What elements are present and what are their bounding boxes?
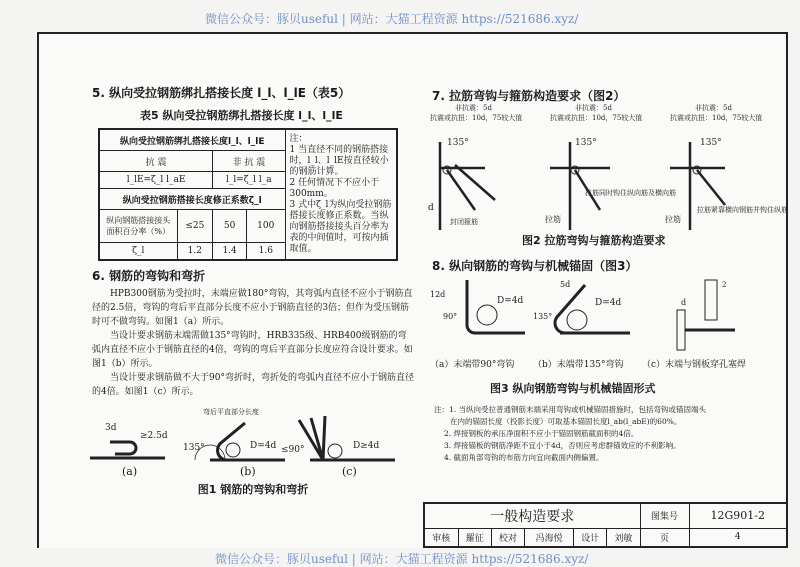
fig2-tie-both <box>545 138 676 230</box>
note: 4. 截面角部弯钩的布筋方向宜向截面内侧偏置。 <box>444 453 604 462</box>
label: 弯后平直部分长度 <box>203 408 259 416</box>
label: 135° <box>575 138 597 148</box>
t5-row-label: 纵向钢筋搭接接头面积百分率（%） <box>99 210 177 243</box>
s7-heading: 7. 拉筋弯钩与箍筋构造要求（图2） <box>432 89 626 103</box>
label: ≤90° <box>281 445 305 455</box>
t5-header2: 纵向受拉钢筋搭接长度修正系数ζ_l <box>99 189 285 210</box>
s6-heading: 6. 钢筋的弯钩和弯折 <box>92 269 206 283</box>
t5-notes <box>285 129 397 260</box>
t5-nonseismic: 非 抗 震 <box>213 151 285 172</box>
watermark-top: 微信公众号：豚贝useful | 网站：大猫工程资源 https://521686.xyz/ <box>205 12 579 26</box>
t5-header1: 纵向受拉钢筋绑扎搭接长度l_l、l_lE <box>99 129 285 151</box>
t5-pct: ≤25 <box>177 210 213 243</box>
label: 封闭箍筋 <box>450 218 478 226</box>
t5-zeta: 1.2 <box>177 242 213 260</box>
label: 抗震或抗扭：10d，75较大值 <box>550 114 643 122</box>
label: 135° <box>700 138 722 148</box>
atlas-number: 12G901-2 <box>689 503 787 528</box>
fig1c-label: (c) <box>342 465 357 478</box>
label: d <box>428 203 434 213</box>
t5-pct: 50 <box>213 210 247 243</box>
label: 拉筋紧靠横向钢筋并钩住纵筋 <box>697 206 788 214</box>
fig1-sub-labels <box>92 465 414 479</box>
page-number: 4 <box>689 528 787 547</box>
figure3-diagrams <box>425 275 785 355</box>
t5-formula-nonseismic: l_l=ζ_l l_a <box>213 172 285 189</box>
label: 非抗震：5d <box>455 104 492 112</box>
t5-formula-seismic: l_lE=ζ_l l_aE <box>99 172 213 189</box>
label: 135° <box>533 312 553 321</box>
label: 非抗震：5d <box>575 104 612 112</box>
paragraph: 当设计要求钢筋做不大于90°弯折时，弯折处的弯弧内直径不应小于钢筋直径的4倍。如图1（c）所示。 <box>92 373 414 397</box>
table5-title: 表5 纵向受拉钢筋绑扎搭接长度 l_l、l_lE <box>140 109 343 122</box>
fig3a-label: （a）末端带90°弯钩 <box>430 360 515 370</box>
fig3b-135-hook <box>533 280 630 333</box>
fig1b-label: (b) <box>240 465 256 478</box>
label: 12d <box>430 290 446 299</box>
label: 90° <box>443 312 458 321</box>
note: 1 当直径不同的钢筋搭接时，l_l、l_lE按直径较小的钢筋计算。 <box>289 145 389 177</box>
designer: 刘敏 <box>607 528 640 547</box>
paragraph: HPB300钢筋为受拉时，末端应做180°弯钩，其弯弧内直径不应小于钢筋直径的2.5倍，弯钩的弯后平直部分长度不应小于钢筋直径的3倍；但作为受压钢筋时可不做弯钩。如图1（a）所示。 <box>92 289 413 327</box>
label: 拉筋同时钩住纵向筋及横向筋 <box>585 189 676 197</box>
fig1c-bend <box>281 416 395 460</box>
label: 135° <box>183 443 205 453</box>
watermark-bottom: 微信公众号：豚贝useful | 网站：大猫工程资源 https://521686.xyz/ <box>215 552 589 566</box>
label: ≥2.5d <box>140 431 168 441</box>
note: 2 任何情况下不应小于300mm。 <box>289 178 380 199</box>
t5-zeta: 1.4 <box>213 242 247 260</box>
drawing-title: 一般构造要求 <box>424 503 640 528</box>
note: 注：1. 当纵向受拉普通钢筋末端采用弯钩或机械锚固措施时，包括弯钩或锚固端头 <box>434 405 707 414</box>
checker: 冯海悦 <box>525 528 574 547</box>
label: D=4d <box>497 296 524 306</box>
fig3c-plate-weld <box>677 280 735 350</box>
t5-pct: 100 <box>247 210 285 243</box>
t5-zeta: 1.6 <box>247 242 285 260</box>
fig1a-hook <box>90 423 168 458</box>
fig1b-hook <box>183 407 285 460</box>
table5 <box>98 128 398 261</box>
note: 注： <box>289 134 308 144</box>
fig3b-label: （b）末端带135°弯钩 <box>533 360 624 370</box>
label: 抗震或抗扭：10d，75较大值 <box>670 114 763 122</box>
label: D=4d <box>250 441 277 451</box>
t5-seismic: 抗 震 <box>99 151 213 172</box>
label: 3d <box>105 423 117 433</box>
fig3a-90-hook <box>430 280 525 333</box>
title-block <box>423 502 788 548</box>
check-label: 校对 <box>491 528 524 547</box>
label: 135° <box>447 138 469 148</box>
paragraph: 当设计要求钢筋末端需做135°弯钩时，HRB335级、HRB400级钢筋的弯弧内直径不应小于钢筋直径的4倍，弯钩的弯后平直部分长度应符合设计要求。如图1（b）所示。 <box>92 331 413 369</box>
label: 5d <box>560 280 571 289</box>
left-column <box>92 84 414 497</box>
label: 非抗震：5d <box>695 104 732 112</box>
label: 拉筋 <box>545 215 561 224</box>
atlas-label: 图集号 <box>640 503 689 528</box>
figure2-caption: 图2 拉筋弯钩与箍筋构造要求 <box>522 234 666 247</box>
s6-body <box>92 287 414 399</box>
reviewer: 羅征 <box>458 528 491 547</box>
figure1-diagrams <box>85 403 415 465</box>
figure3-caption: 图3 纵向钢筋弯钩与机械锚固形式 <box>490 382 656 395</box>
fig2-tie-tight <box>665 138 788 230</box>
label: d <box>681 298 687 307</box>
review-label: 审核 <box>424 528 458 547</box>
s5-heading: 5. 纵向受拉钢筋绑扎搭接长度 l_l、l_lE（表5） <box>92 86 351 100</box>
t5-zeta-label: ζ_l <box>99 242 177 260</box>
label: 2 <box>722 281 727 289</box>
fig2-closed-stirrup <box>428 138 495 230</box>
figure2-diagrams <box>425 100 790 230</box>
note: 2. 焊接钢板的承压净面积不应小于锚固钢筋截面积的4倍。 <box>444 429 639 438</box>
page-label: 页 <box>640 528 689 547</box>
label: 抗震或抗扭：10d，75较大值 <box>430 114 523 122</box>
figure1-caption: 图1 钢筋的弯钩和弯折 <box>197 483 309 496</box>
design-label: 设计 <box>574 528 607 547</box>
s8-heading: 8. 纵向钢筋的弯钩与机械锚固（图3） <box>432 259 638 273</box>
note: 3. 焊接锚板的钢筋净距不宜小于4d，否则应考虑群锚效应的不利影响。 <box>444 441 681 450</box>
note: 在内的锚固长度（投影长度）可取基本锚固长度l_ab(l_abE)的60%。 <box>450 417 682 426</box>
s8-notes <box>434 404 706 464</box>
fig3c-label: （c）末端与钢板穿孔塞焊 <box>642 360 747 370</box>
note: 3 式中ζ_l为纵向受拉钢筋搭接长度修正系数。当纵向钢筋搭接接头百分率为表的中间值时，可按内插取值。 <box>289 200 392 254</box>
fig1a-label: (a) <box>122 465 138 478</box>
label: D=4d <box>595 298 622 308</box>
label: D≥4d <box>353 441 380 451</box>
label: 拉筋 <box>665 215 681 224</box>
